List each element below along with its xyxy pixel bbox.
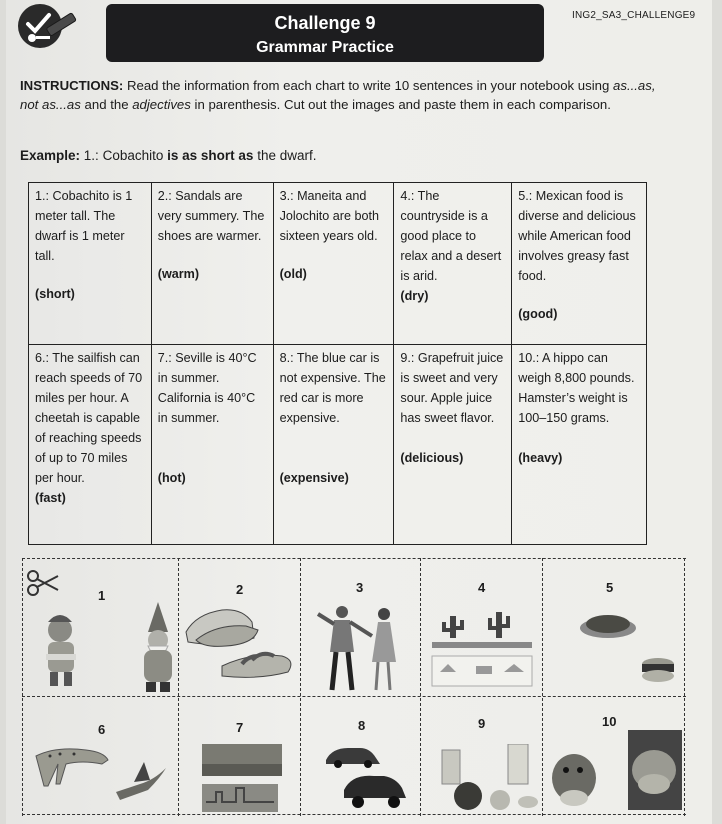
cut-line — [420, 558, 421, 816]
title-banner — [106, 4, 544, 62]
example-subject-2: the dwarf. — [257, 148, 317, 163]
chart-cell-1: 1.: Cobachito is 1 meter tall. The dwarf is 1 meter tall. (short) — [29, 183, 152, 345]
instructions-label: INSTRUCTIONS: — [20, 78, 124, 93]
cut-line — [178, 558, 179, 816]
image-number-10: 10 — [602, 714, 617, 729]
image-number-5: 5 — [606, 580, 614, 595]
cut-line — [22, 696, 686, 697]
image-number-1: 1 — [98, 588, 106, 603]
chart-row — [29, 183, 647, 345]
hamster-and-hippo-image — [548, 724, 684, 812]
cut-line — [22, 558, 686, 559]
comparison-chart — [28, 182, 647, 545]
image-number-4: 4 — [478, 580, 486, 595]
chart-cell-7: 7.: Seville is 40°C in summer. California is 40°C in summer. (hot) — [151, 345, 273, 545]
instructions-text-2: and the — [84, 97, 129, 112]
cutout-images-area — [22, 558, 686, 816]
instructions-adjectives: adjectives — [132, 97, 191, 112]
worksheet-code: ING2_SA3_CHALLENGE9 — [572, 10, 696, 21]
couple-image — [312, 600, 416, 694]
city-photos-image — [202, 744, 290, 812]
image-number-3: 3 — [356, 580, 364, 595]
worksheet-page — [6, 0, 712, 824]
dwarf-figures-image — [40, 602, 174, 694]
juice-glasses-image — [436, 744, 540, 814]
chart-cell-5: 5.: Mexican food is diverse and delicious while American food involves greasy fast food. (good) — [512, 183, 647, 345]
chart-cell-10: 10.: A hippo can weigh 8,800 pounds. Hamster’s weight is 100–150 grams. (heavy) — [512, 345, 647, 545]
example-subject-1: Cobachito — [102, 148, 164, 163]
cut-line — [542, 558, 543, 816]
image-number-6: 6 — [98, 722, 106, 737]
chart-row — [29, 345, 647, 545]
image-number-8: 8 — [358, 718, 366, 733]
image-number-9: 9 — [478, 716, 486, 731]
image-number-2: 2 — [236, 582, 244, 597]
chart-cell-2: 2.: Sandals are very summery. The shoes are warmer. (warm) — [151, 183, 273, 345]
blue-and-red-cars-image — [320, 734, 420, 814]
pencil-check-logo-icon — [16, 2, 78, 52]
instructions-text-1: Read the information from each chart to write 10 sentences in your notebook using — [126, 78, 610, 93]
instructions-text-3: in parenthesis. Cut out the images and paste them in each comparison. — [194, 97, 611, 112]
chart-cell-9: 9.: Grapefruit juice is sweet and very sour. Apple juice has sweet flavor. (delicious) — [394, 345, 512, 545]
page-title: Challenge 9 — [274, 13, 376, 33]
page-subtitle: Grammar Practice — [256, 39, 394, 56]
cut-line — [300, 558, 301, 816]
example-line — [20, 148, 316, 163]
cut-line — [22, 814, 686, 815]
chart-cell-8: 8.: The blue car is not expensive. The red car is more expensive. (expensive) — [273, 345, 394, 545]
chart-cell-6: 6.: The sailfish can reach speeds of 70 miles per hour. A cheetah is capable of reaching speeds of up to 70 miles per hour. (fast) — [29, 345, 152, 545]
shoes-and-sandal-image — [182, 602, 298, 690]
cheetah-and-sailfish-image — [30, 734, 176, 810]
chart-cell-3: 3.: Maneita and Jolochito are both sixteen years old. (old) — [273, 183, 394, 345]
instructions — [20, 76, 660, 114]
food-dishes-image — [568, 598, 684, 694]
instructions-pattern: as...as, not as...as — [20, 78, 656, 112]
image-number-7: 7 — [236, 720, 244, 735]
example-label: Example: — [20, 148, 81, 163]
desert-countryside-image — [426, 602, 538, 690]
cut-line — [22, 558, 23, 816]
chart-cell-4: 4.: The countryside is a good place to relax and a desert is arid. (dry) — [394, 183, 512, 345]
scissors-icon — [26, 568, 60, 598]
example-comparison: is as short as — [167, 148, 254, 163]
example-num: 1.: — [83, 148, 99, 163]
cut-line — [684, 558, 685, 816]
